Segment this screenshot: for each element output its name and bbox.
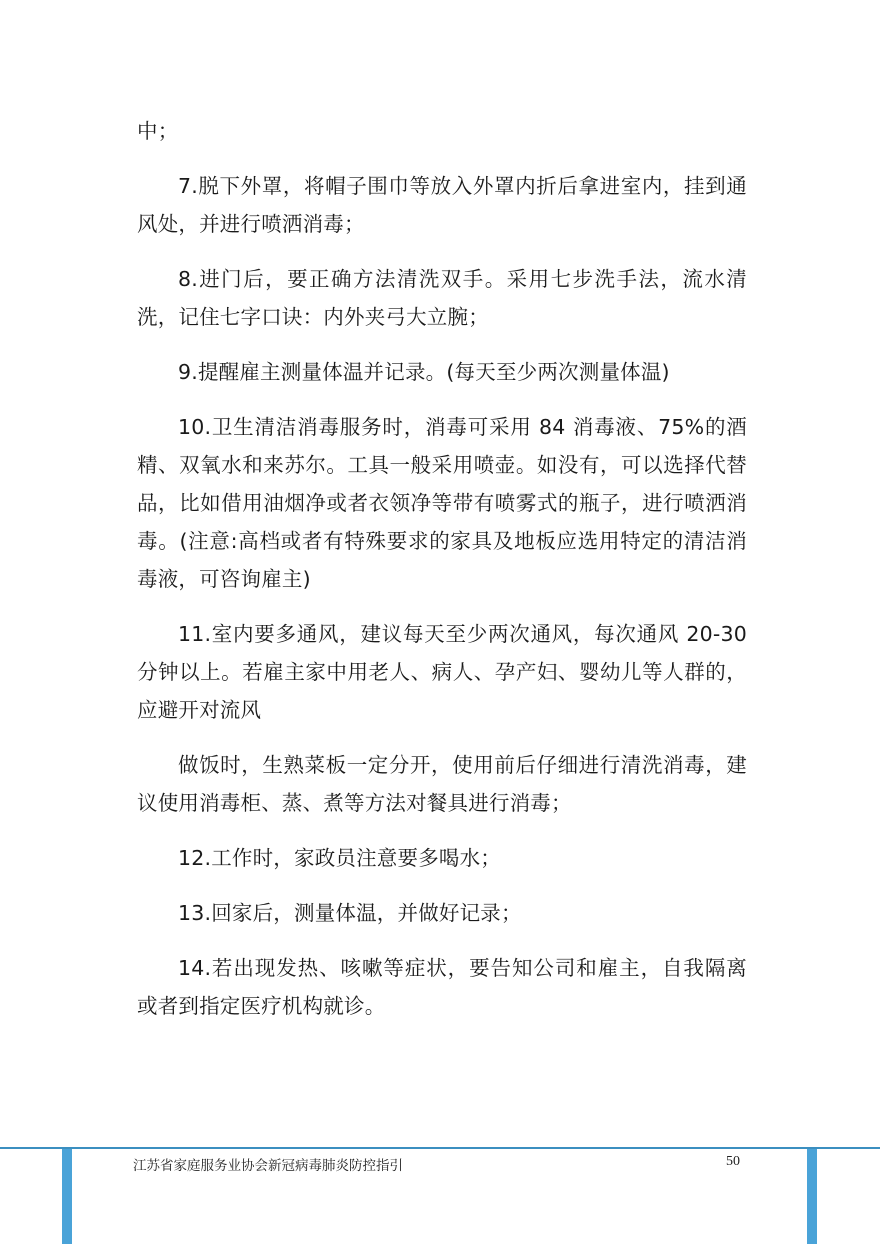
body-text: [137, 112, 747, 1042]
paragraph-2: 8.进门后，要正确方法清洗双手。采用七步洗手法，流水清洗，记住七字口诀：内外夹弓大立腕；: [137, 267, 747, 329]
paragraph-9: 14.若出现发热、咳嗽等症状，要告知公司和雇主，自我隔离或者到指定医疗机构就诊。: [137, 956, 747, 1018]
paragraph-1: 7.脱下外罩，将帽子围巾等放入外罩内折后拿进室内，挂到通风处，并进行喷洒消毒；: [137, 174, 747, 236]
paragraph-4: 10.卫生清洁消毒服务时，消毒可采用 84 消毒液、75%的酒精、双氧水和来苏尔。工具一般采用喷壶。如没有，可以选择代替品，比如借用油烟净或者衣领净等带有喷雾式的瓶子，进行喷洒消毒。(注意:高档或者有特殊要求的家具及地板应选用特定的清洁消毒液，可咨询雇主): [137, 415, 747, 591]
footer-left-bar: [62, 1149, 72, 1244]
paragraph-6: 做饭时，生熟菜板一定分开，使用前后仔细进行清洗消毒，建议使用消毒柜、蒸、煮等方法对餐具进行消毒；: [137, 753, 747, 815]
footer-title: 江苏省家庭服务业协会新冠病毒肺炎防控指引: [133, 1158, 403, 1174]
paragraph-5: 11.室内要多通风，建议每天至少两次通风，每次通风 20-30 分钟以上。若雇主家中用老人、病人、孕产妇、婴幼儿等人群的，应避开对流风: [137, 622, 747, 722]
page-number: 50: [726, 1154, 740, 1169]
paragraph-7: 12.工作时，家政员注意要多喝水；: [178, 846, 502, 870]
footer-right-bar: [807, 1149, 817, 1244]
paragraph-0: 中；: [137, 119, 179, 143]
paragraph-3: 9.提醒雇主测量体温并记录。(每天至少两次测量体温): [178, 360, 670, 384]
footer-divider: [0, 1147, 880, 1149]
paragraph-8: 13.回家后，测量体温，并做好记录；: [178, 901, 522, 925]
